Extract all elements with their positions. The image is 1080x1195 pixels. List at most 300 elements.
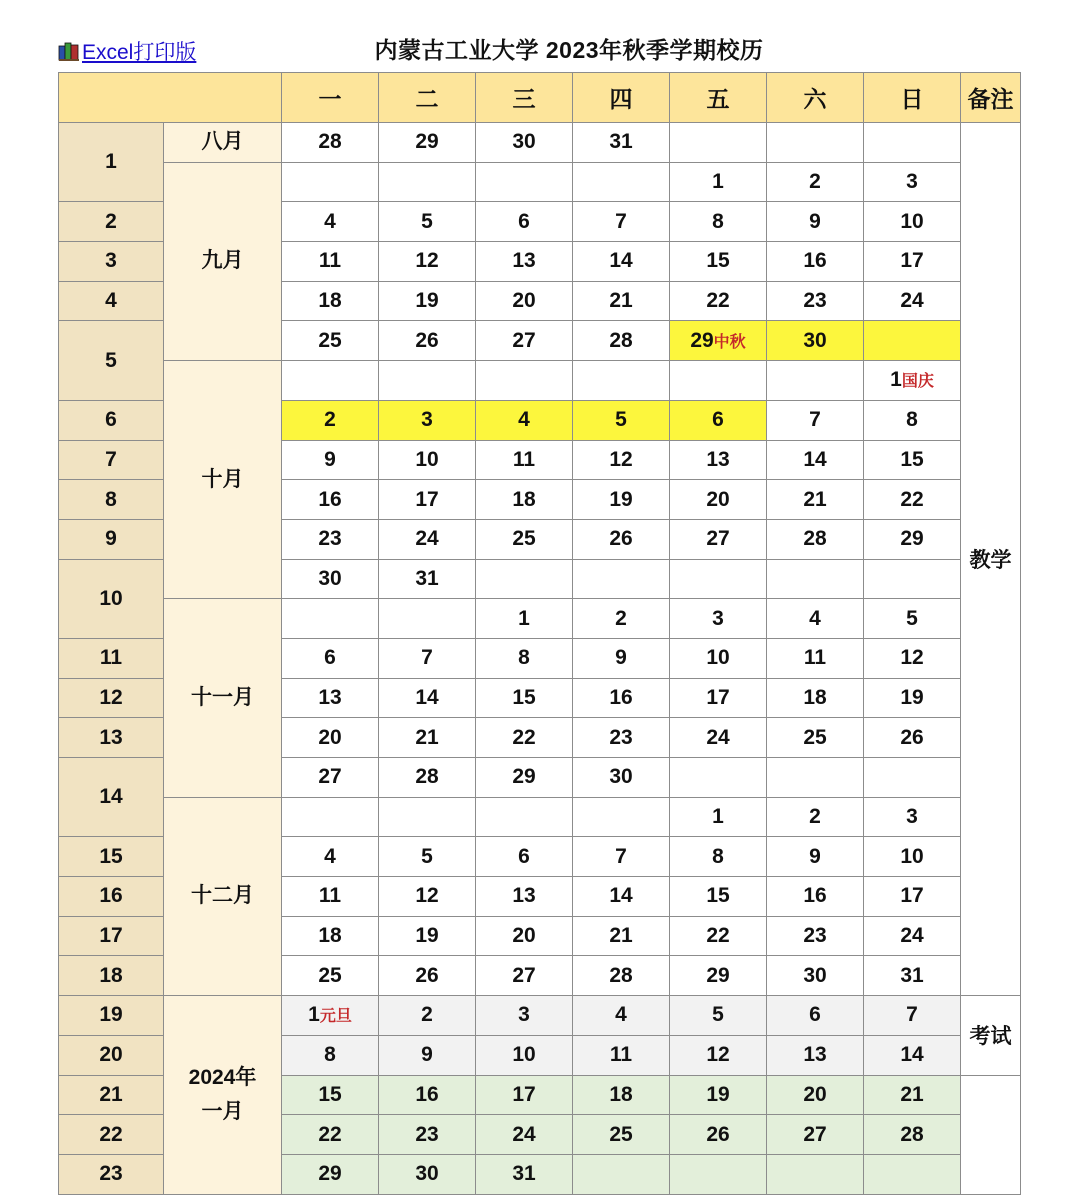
weekday-header-3: 三 [476, 73, 573, 123]
date-number: 1 [712, 170, 724, 194]
date-number: 25 [803, 725, 827, 749]
date-cell [379, 1154, 476, 1194]
date-cell [864, 519, 961, 559]
date-cell [864, 678, 961, 718]
date-number: 10 [706, 646, 730, 670]
date-cell [476, 1115, 573, 1155]
date-cell [476, 996, 573, 1036]
weekday-header-2: 二 [379, 73, 476, 123]
date-cell [476, 480, 573, 520]
date-cell [864, 559, 961, 599]
date-cell [282, 519, 379, 559]
date-number: 15 [512, 685, 536, 709]
date-cell [670, 281, 767, 321]
week-number: 4 [59, 281, 164, 321]
date-number: 24 [900, 289, 924, 313]
date-number: 30 [318, 566, 342, 590]
date-cell [379, 281, 476, 321]
date-cell [379, 162, 476, 202]
date-cell [670, 599, 767, 639]
date-cell [282, 678, 379, 718]
date-cell [282, 480, 379, 520]
date-cell [767, 480, 864, 520]
date-cell [573, 361, 670, 401]
date-cell [282, 559, 379, 599]
date-number: 1 [308, 1003, 320, 1027]
date-number: 3 [906, 805, 918, 829]
date-cell [670, 519, 767, 559]
date-cell [282, 837, 379, 877]
date-cell [379, 638, 476, 678]
date-number: 2 [324, 408, 336, 432]
date-cell [864, 1115, 961, 1155]
date-number: 11 [318, 249, 342, 273]
date-cell [476, 1075, 573, 1115]
week-number: 23 [59, 1154, 164, 1194]
date-number: 4 [809, 606, 821, 630]
date-number: 27 [512, 963, 536, 987]
date-cell [379, 718, 476, 758]
month-label-text: 十二月 [191, 884, 254, 908]
date-number: 20 [318, 725, 342, 749]
date-cell [670, 400, 767, 440]
date-cell [379, 1035, 476, 1075]
month-label-text: 九月 [201, 249, 244, 273]
date-number: 31 [900, 963, 924, 987]
date-number: 16 [415, 1082, 439, 1106]
page-title: 内蒙古工业大学 2023年秋季学期校历 [374, 37, 764, 63]
date-cell [282, 599, 379, 639]
month-label [164, 599, 282, 797]
date-number: 22 [318, 1122, 342, 1146]
date-cell [379, 559, 476, 599]
date-number: 17 [900, 884, 924, 908]
date-cell [379, 996, 476, 1036]
date-number: 20 [512, 924, 536, 948]
date-cell [670, 638, 767, 678]
top-bar [58, 34, 1020, 70]
date-number: 28 [415, 765, 439, 789]
date-number: 19 [706, 1082, 730, 1106]
date-number: 28 [803, 527, 827, 551]
date-number: 23 [803, 924, 827, 948]
week-number: 6 [59, 400, 164, 440]
date-cell [864, 877, 961, 917]
date-number: 14 [609, 249, 633, 273]
date-number: 20 [512, 289, 536, 313]
date-number: 24 [512, 1122, 536, 1146]
date-cell [476, 599, 573, 639]
date-number: 9 [809, 209, 821, 233]
date-cell [864, 281, 961, 321]
date-cell [767, 242, 864, 282]
date-cell [864, 797, 961, 837]
date-number: 4 [324, 209, 336, 233]
date-cell [282, 202, 379, 242]
date-number: 6 [518, 844, 530, 868]
date-number: 2 [421, 1003, 433, 1027]
date-cell [864, 1154, 961, 1194]
date-number: 14 [415, 685, 439, 709]
date-number: 12 [900, 646, 924, 670]
date-number: 5 [712, 1003, 724, 1027]
date-number: 25 [512, 527, 536, 551]
date-number: 23 [609, 725, 633, 749]
date-cell [767, 638, 864, 678]
date-cell [767, 202, 864, 242]
month-label-text: 十一月 [191, 685, 254, 709]
date-number: 11 [318, 884, 342, 908]
calendar-row [59, 599, 1021, 639]
date-cell [476, 162, 573, 202]
date-cell [573, 519, 670, 559]
date-cell [573, 202, 670, 242]
date-number: 28 [609, 963, 633, 987]
holiday-label: 元旦 [319, 1008, 352, 1026]
date-cell [476, 123, 573, 163]
date-cell [379, 519, 476, 559]
date-number: 14 [803, 447, 827, 471]
date-cell [282, 162, 379, 202]
date-cell [670, 559, 767, 599]
date-cell [573, 281, 670, 321]
month-label [164, 123, 282, 163]
date-number: 30 [512, 130, 536, 154]
date-number: 27 [706, 527, 730, 551]
date-cell [864, 202, 961, 242]
date-cell [864, 123, 961, 163]
date-cell [767, 1075, 864, 1115]
date-number: 23 [415, 1122, 439, 1146]
weekday-header-5: 五 [670, 73, 767, 123]
date-number: 4 [615, 1003, 627, 1027]
date-number: 16 [318, 487, 342, 511]
date-number: 8 [906, 408, 918, 432]
date-cell [282, 123, 379, 163]
month-label-text: 2024年 [188, 1065, 257, 1089]
week-number: 16 [59, 877, 164, 917]
date-cell [476, 916, 573, 956]
date-cell [573, 440, 670, 480]
date-cell [379, 956, 476, 996]
date-number: 26 [415, 328, 439, 352]
date-number: 7 [615, 209, 627, 233]
date-number: 25 [318, 963, 342, 987]
date-number: 13 [706, 447, 730, 471]
date-cell [670, 758, 767, 798]
week-number: 20 [59, 1035, 164, 1075]
date-number: 18 [318, 289, 342, 313]
calendar-row [59, 123, 1021, 163]
date-cell [670, 202, 767, 242]
date-number: 31 [512, 1162, 536, 1186]
excel-print-label[interactable]: Excel打印版 [82, 41, 197, 64]
date-number: 29 [512, 765, 536, 789]
date-cell [573, 797, 670, 837]
date-number: 2 [809, 805, 821, 829]
date-cell [573, 956, 670, 996]
date-number: 16 [803, 884, 827, 908]
date-cell [573, 996, 670, 1036]
date-cell [476, 837, 573, 877]
date-cell [767, 162, 864, 202]
date-number: 12 [706, 1043, 730, 1067]
date-cell [767, 321, 864, 361]
date-cell [767, 361, 864, 401]
date-number: 27 [318, 765, 342, 789]
date-number: 9 [421, 1043, 433, 1067]
date-cell [476, 678, 573, 718]
week-number: 11 [59, 638, 164, 678]
date-number: 26 [900, 725, 924, 749]
date-number: 1 [518, 606, 530, 630]
date-cell [476, 519, 573, 559]
date-cell [864, 321, 961, 361]
date-cell [767, 877, 864, 917]
date-cell [476, 758, 573, 798]
date-cell [864, 162, 961, 202]
date-number: 15 [318, 1082, 342, 1106]
date-cell [670, 877, 767, 917]
date-number: 19 [415, 289, 439, 313]
date-cell [379, 1075, 476, 1115]
date-number: 3 [421, 408, 433, 432]
date-number: 14 [609, 884, 633, 908]
date-cell [767, 916, 864, 956]
date-number: 17 [900, 249, 924, 273]
week-number: 12 [59, 678, 164, 718]
date-cell [670, 123, 767, 163]
date-cell [379, 678, 476, 718]
date-cell [670, 1115, 767, 1155]
date-number: 25 [609, 1122, 633, 1146]
date-cell [379, 400, 476, 440]
date-cell [476, 242, 573, 282]
date-cell [573, 837, 670, 877]
date-number: 22 [900, 487, 924, 511]
date-cell [282, 877, 379, 917]
date-cell [573, 638, 670, 678]
date-number: 11 [512, 447, 536, 471]
date-number: 21 [415, 725, 439, 749]
week-number: 10 [59, 559, 164, 638]
date-cell [282, 1115, 379, 1155]
week-number: 1 [59, 123, 164, 202]
month-label [164, 361, 282, 599]
date-cell [282, 361, 379, 401]
date-cell [573, 758, 670, 798]
date-cell [670, 837, 767, 877]
date-number: 18 [318, 924, 342, 948]
date-number: 8 [712, 209, 724, 233]
date-cell [573, 123, 670, 163]
weekday-header-1: 一 [282, 73, 379, 123]
date-number: 5 [615, 408, 627, 432]
date-cell [379, 480, 476, 520]
date-cell [379, 242, 476, 282]
date-number: 7 [421, 646, 433, 670]
date-cell [864, 837, 961, 877]
date-number: 22 [706, 289, 730, 313]
date-number: 29 [415, 130, 439, 154]
date-number: 18 [609, 1082, 633, 1106]
date-cell [282, 281, 379, 321]
date-cell [476, 361, 573, 401]
date-number: 10 [900, 209, 924, 233]
date-cell [864, 480, 961, 520]
date-cell [670, 1154, 767, 1194]
date-cell [573, 678, 670, 718]
date-cell [282, 638, 379, 678]
date-number: 21 [609, 289, 633, 313]
date-cell [476, 638, 573, 678]
date-cell [476, 877, 573, 917]
date-number: 8 [324, 1043, 336, 1067]
calendar-row [59, 996, 1021, 1036]
date-cell [767, 559, 864, 599]
date-number: 29 [706, 963, 730, 987]
date-number: 9 [324, 447, 336, 471]
date-number: 29 [900, 527, 924, 551]
date-cell [670, 162, 767, 202]
date-number: 2 [615, 606, 627, 630]
date-cell [864, 996, 961, 1036]
date-number: 24 [900, 924, 924, 948]
date-number: 30 [415, 1162, 439, 1186]
date-number: 3 [712, 606, 724, 630]
date-number: 28 [609, 328, 633, 352]
holiday-label: 中秋 [713, 333, 746, 351]
date-number: 7 [809, 408, 821, 432]
date-cell [282, 400, 379, 440]
date-cell [864, 400, 961, 440]
date-number: 5 [421, 209, 433, 233]
date-cell [767, 837, 864, 877]
date-number: 23 [318, 527, 342, 551]
date-number: 23 [803, 289, 827, 313]
date-number: 22 [512, 725, 536, 749]
date-cell [864, 1035, 961, 1075]
week-number: 7 [59, 440, 164, 480]
date-number: 12 [415, 249, 439, 273]
date-number: 26 [706, 1122, 730, 1146]
date-cell [282, 797, 379, 837]
month-label-text: 八月 [201, 130, 244, 154]
month-label-text: 十月 [201, 467, 244, 491]
date-number: 12 [415, 884, 439, 908]
date-cell [864, 718, 961, 758]
date-cell [767, 1115, 864, 1155]
date-number: 20 [803, 1082, 827, 1106]
date-cell [282, 242, 379, 282]
date-number: 28 [900, 1122, 924, 1146]
date-number: 10 [900, 844, 924, 868]
date-number: 13 [318, 685, 342, 709]
date-number: 8 [712, 844, 724, 868]
date-cell [573, 1075, 670, 1115]
date-number: 19 [415, 924, 439, 948]
date-number: 29 [318, 1162, 342, 1186]
date-cell [864, 1075, 961, 1115]
date-cell [670, 996, 767, 1036]
month-label-text: 一月 [201, 1099, 244, 1123]
date-number: 18 [803, 685, 827, 709]
date-cell [864, 242, 961, 282]
date-cell [379, 797, 476, 837]
date-cell [864, 361, 961, 401]
week-number: 3 [59, 242, 164, 282]
date-cell [670, 916, 767, 956]
week-number: 9 [59, 519, 164, 559]
remark-exam: 考试 [961, 996, 1021, 1075]
date-cell [670, 718, 767, 758]
date-number: 30 [609, 765, 633, 789]
date-cell [476, 718, 573, 758]
date-number: 5 [421, 844, 433, 868]
date-number: 18 [512, 487, 536, 511]
weekday-header-6: 六 [767, 73, 864, 123]
date-cell [767, 400, 864, 440]
date-cell [476, 440, 573, 480]
date-cell [573, 877, 670, 917]
date-cell [379, 1115, 476, 1155]
date-number: 22 [706, 924, 730, 948]
date-cell [864, 440, 961, 480]
date-number: 6 [324, 646, 336, 670]
date-cell [379, 202, 476, 242]
date-cell [573, 162, 670, 202]
date-cell [670, 361, 767, 401]
date-cell [573, 599, 670, 639]
header-row [59, 73, 1021, 123]
date-number: 7 [906, 1003, 918, 1027]
date-cell [573, 321, 670, 361]
remarks-header: 备注 [961, 73, 1021, 123]
date-cell [282, 321, 379, 361]
calendar-row [59, 162, 1021, 202]
date-number: 31 [609, 130, 633, 154]
date-number: 26 [415, 963, 439, 987]
date-number: 9 [809, 844, 821, 868]
date-cell [670, 480, 767, 520]
date-cell [767, 281, 864, 321]
date-cell [864, 956, 961, 996]
date-number: 25 [318, 328, 342, 352]
date-cell [573, 1035, 670, 1075]
date-cell [573, 718, 670, 758]
date-cell [379, 361, 476, 401]
date-cell [379, 837, 476, 877]
date-cell [476, 202, 573, 242]
date-cell [379, 916, 476, 956]
month-label [164, 162, 282, 360]
date-number: 21 [609, 924, 633, 948]
date-cell [282, 1035, 379, 1075]
date-cell [767, 123, 864, 163]
date-number: 24 [415, 527, 439, 551]
week-number: 17 [59, 916, 164, 956]
date-number: 21 [900, 1082, 924, 1106]
date-cell [282, 1075, 379, 1115]
date-number: 13 [512, 884, 536, 908]
date-cell [670, 440, 767, 480]
calendar-row [59, 361, 1021, 401]
date-number: 21 [803, 487, 827, 511]
date-cell [670, 678, 767, 718]
date-cell [476, 1154, 573, 1194]
date-cell [767, 519, 864, 559]
date-cell [476, 281, 573, 321]
